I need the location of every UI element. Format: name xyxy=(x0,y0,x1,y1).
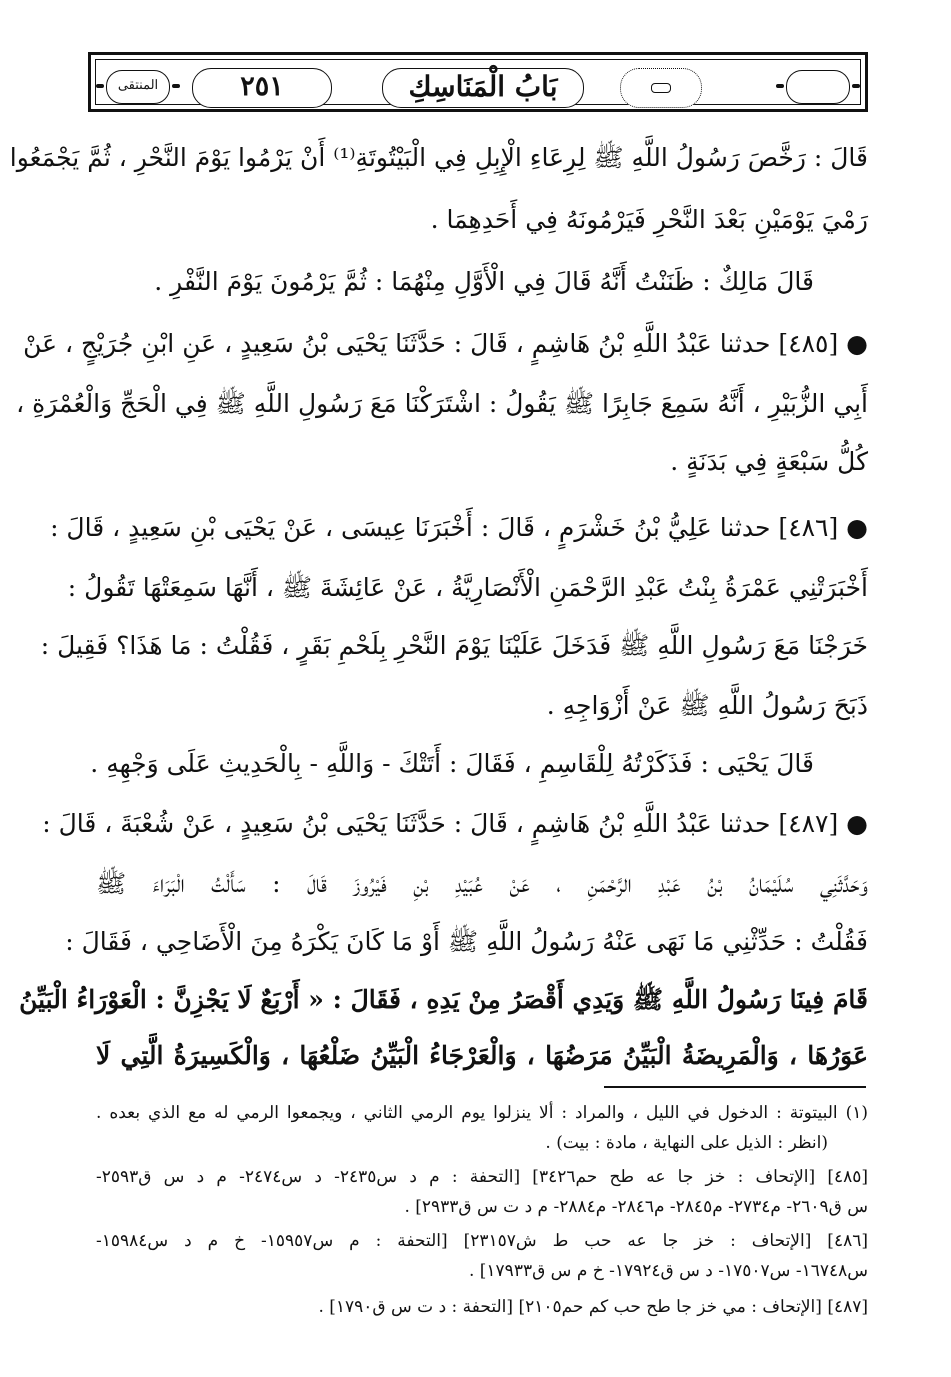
ornament-icon xyxy=(620,68,702,108)
hadith-486-start: ● [٤٨٦] حدثنا عَلِيُّ بْنُ خَشْرَمٍ ، قَالَ : أَخْبَرَنَا عِيسَى ، عَنْ يَحْيَى بْنِ سَعِيدٍ ، قَالَ : xyxy=(50,513,868,542)
text-line: قَالَ مَالِكٌ : ظَنَنْتُ أَنَّهُ قَالَ فِي الْأَوَّلِ مِنْهُمَا : ثُمَّ يَرْمُونَ يَوْمَ النَّفْرِ . xyxy=(154,267,814,296)
footnote-485-cont: س ق٢٦٠٩- م٢٧٣٤- م٢٨٤٥- م٢٨٤٦- م٢٨٨٤- م د ت س ق٢٩٣٣] . xyxy=(404,1197,868,1217)
chapter-title: بَابُ الْمَنَاسِكِ xyxy=(382,68,584,108)
ornament-right-icon xyxy=(786,70,850,104)
footnote-486: [٤٨٦] [الإتحاف : خز جا عه حب ط ش٢٣١٥٧] [التحفة : م س١٥٩٥٧- خ م د س١٥٩٨٤- xyxy=(96,1231,868,1251)
text-line: رَمْيَ يَوْمَيْنِ بَعْدَ النَّحْرِ فَيَرْمُونَهُ فِي أَحَدِهِمَا . xyxy=(430,205,868,234)
text-line: أَبِي الزُّبَيْرِ ، أَنَّهُ سَمِعَ جَابِرًا ﷺ يَقُولُ : اشْتَرَكْنَا مَعَ رَسُولِ اللَّهِ ﷺ فِي الْحَجِّ وَالْعُمْرَةِ ، xyxy=(16,389,868,418)
footnote-divider xyxy=(604,1086,866,1088)
text-line: وَحَدَّثَنِي سُلَيْمَانُ بْنُ عَبْدِ الرَّحْمَنِ ، عَنْ عُبَيْدِ بْنِ فَيْرُوزَ قَالَ : سَأَلْتُ الْبَرَاءَ ﷺ xyxy=(96,869,868,898)
text-line: ذَبَحَ رَسُولُ اللَّهِ ﷺ عَنْ أَزْوَاجِهِ . xyxy=(546,691,868,720)
footnote-1: (١) البيتوتة : الدخول في الليل ، والمراد : ألا ينزلوا يوم الرمي الثاني ، ويجمعوا الرمي له مع الذي بعده . xyxy=(96,1103,868,1123)
text-line: فَقُلْتُ : حَدِّثْنِي مَا نَهَى عَنْهُ رَسُولُ اللَّهِ ﷺ أَوْ مَا كَانَ يَكْرَهُ مِنَ الْأَضَاحِي ، فَقَالَ : xyxy=(65,927,868,956)
hadith-487-start: ● [٤٨٧] حدثنا عَبْدُ اللَّهِ بْنُ هَاشِمٍ ، قَالَ : حَدَّثَنَا يَحْيَى بْنُ سَعِيدٍ ، عَنْ شُعْبَةَ ، قَالَ : xyxy=(42,809,868,838)
text-line: خَرَجْنَا مَعَ رَسُولِ اللَّهِ ﷺ فَدَخَلَ عَلَيْنَا يَوْمَ النَّحْرِ بِلَحْمِ بَقَرٍ ، فَقُلْتُ : مَا هَذَا؟ فَقِيلَ : xyxy=(40,631,868,660)
text-line: أَخْبَرَتْنِي عَمْرَةُ بِنْتُ عَبْدِ الرَّحْمَنِ الْأَنْصَارِيَّةُ ، عَنْ عَائِشَةَ ﷺ ، أَنَّهَا سَمِعَتْهَا تَقُولُ : xyxy=(67,573,868,602)
hadith-485-start: ● [٤٨٥] حدثنا عَبْدُ اللَّهِ بْنُ هَاشِمٍ ، قَالَ : حَدَّثَنَا يَحْيَى بْنُ سَعِيدٍ ، عَنِ ابْنِ جُرَيْجٍ ، عَنْ xyxy=(23,329,868,358)
hadith-quote-line: عَوَرُهَا ، وَالْمَرِيضَةُ الْبَيِّنُ مَرَضُهَا ، وَالْعَرْجَاءُ الْبَيِّنُ ضَلْعُهَا ، وَالْكَسِيرَةُ الَّتِي لَا xyxy=(96,1041,868,1070)
text-line: كُلُّ سَبْعَةٍ فِي بَدَنَةٍ . xyxy=(670,447,868,476)
hadith-quote-line: قَامَ فِينَا رَسُولُ اللَّهِ ﷺ وَيَدِي أَقْصَرُ مِنْ يَدِهِ ، فَقَالَ : « أَرْبَعٌ لَا يَجْزِنَّ : الْعَوْرَاءُ الْبَيِّنُ xyxy=(19,985,868,1014)
footnote-486-cont: س١٦٧٤٨- س١٧٥٠٧- د س ق١٧٩٢٤- خ م س ق١٧٩٣٣] . xyxy=(468,1261,868,1281)
header-inner-frame xyxy=(95,59,861,105)
text-line: قَالَ : رَخَّصَ رَسُولُ اللَّهِ ﷺ لِرِعَاءِ الْإِبِلِ فِي الْبَيْتُوتَةِ⁽¹⁾ أَنْ يَرْمُوا يَوْمَ النَّحْرِ ، ثُمَّ يَجْمَعُوا xyxy=(9,143,868,172)
page-number: ٢٥١ xyxy=(192,68,332,108)
footnote-1-cont: (انظر : الذيل على النهاية ، مادة : بيت) . xyxy=(545,1133,828,1153)
book-logo-text: المنتقى xyxy=(117,78,159,93)
text-line: قَالَ يَحْيَى : فَذَكَرْتُهُ لِلْقَاسِمِ ، فَقَالَ : أَتَتْكَ - وَاللَّهِ - بِالْحَدِيثِ عَلَى وَجْهِهِ . xyxy=(90,749,814,778)
footnote-485: [٤٨٥] [الإتحاف : خز جا عه طح حم٣٤٢٦] [التحفة : م د س٢٤٣٥- د س٢٤٧٤- م د س ق٢٥٩٣- xyxy=(96,1167,868,1187)
book-logo xyxy=(106,70,170,104)
page-header xyxy=(88,52,868,112)
footnote-487: [٤٨٧] [الإتحاف : مي خز جا طح حب كم حم٢١٠٥] [التحفة : د ت س ق١٧٩٠] . xyxy=(318,1297,868,1317)
